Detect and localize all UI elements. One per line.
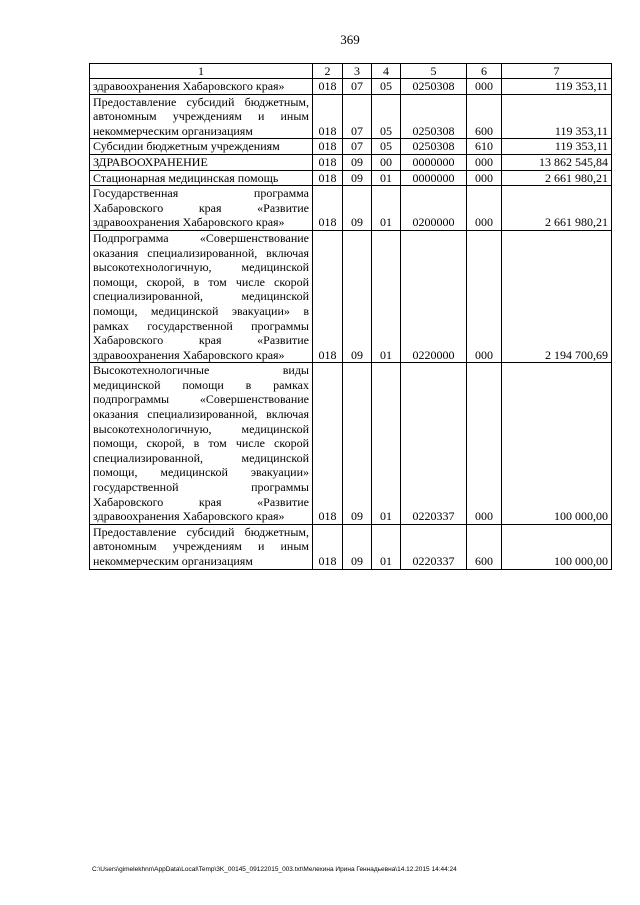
row-amount: 119 353,11 [502,139,612,155]
row-amount: 100 000,00 [502,363,612,525]
row-code-subsection: 00 [372,154,401,170]
header-col-7: 7 [502,64,612,79]
header-row [90,64,612,79]
row-code-section: 09 [343,154,372,170]
row-code-target: 0250308 [401,94,467,139]
row-code-target: 0200000 [401,186,467,231]
row-code-ministry: 018 [313,230,343,362]
row-code-subsection: 01 [372,363,401,525]
header-col-3: 3 [343,64,372,79]
row-code-target: 0220337 [401,363,467,525]
row-code-expense-type: 000 [467,170,502,186]
table-body [90,79,612,570]
row-name: ЗДРАВООХРАНЕНИЕ [90,154,313,170]
table-row [90,524,612,569]
row-name: Субсидии бюджетным учреждениям [90,139,313,155]
row-code-target: 0250308 [401,79,467,95]
row-code-expense-type: 000 [467,186,502,231]
row-code-ministry: 018 [313,79,343,95]
file-path-footer: C:\Users\gimelekhnn\AppData\Local\Temp\3K_00145_09122015_003.txt\Мелехина Ирина Геннадьевна\14.12.2015 14:44:24 [92,866,457,873]
header-col-2: 2 [313,64,343,79]
page-number: 369 [340,32,360,47]
row-name: Стационарная медицинская помощь [90,170,313,186]
row-code-section: 09 [343,524,372,569]
row-amount: 2 194 700,69 [502,230,612,362]
row-code-section: 09 [343,230,372,362]
row-code-expense-type: 000 [467,154,502,170]
row-code-expense-type: 610 [467,139,502,155]
row-code-ministry: 018 [313,363,343,525]
row-code-ministry: 018 [313,170,343,186]
row-code-target: 0000000 [401,170,467,186]
row-code-target: 0250308 [401,139,467,155]
table-row [90,230,612,362]
header-col-6: 6 [467,64,502,79]
row-code-subsection: 01 [372,170,401,186]
budget-table [89,63,612,570]
row-name: Подпрограмма «Совершенствование оказания специализированной, включая высокотехнологичную, медицинской помощи, скорой, в том числе скорой специализированной, медицинской помощи, медицинской эвакуации» в рамках государственной программы Хабаровского края «Развитие здравоохранения Хабаровского края» [90,230,313,362]
row-name: Предоставление субсидий бюджетным, автономным учреждениям и иным некоммерческим организациям [90,94,313,139]
header-col-5: 5 [401,64,467,79]
row-code-section: 07 [343,94,372,139]
table-row [90,363,612,525]
row-name: Высокотехнологичные виды медицинской помощи в рамках подпрограммы «Совершенствование оказания специализированной, включая высокотехнологичную, медицинской помощи, скорой, в том числе скорой специализированной, медицинской помощи, медицинской эвакуации» государственной программы Хабаровского края «Развитие здравоохранения Хабаровского края» [90,363,313,525]
row-code-section: 09 [343,363,372,525]
row-amount: 2 661 980,21 [502,186,612,231]
row-code-expense-type: 600 [467,94,502,139]
table-row [90,79,612,95]
row-code-subsection: 01 [372,186,401,231]
row-code-expense-type: 000 [467,230,502,362]
row-amount: 119 353,11 [502,79,612,95]
row-code-subsection: 01 [372,524,401,569]
row-amount: 100 000,00 [502,524,612,569]
table-row [90,186,612,231]
row-code-expense-type: 000 [467,363,502,525]
header-col-1: 1 [90,64,313,79]
row-code-subsection: 01 [372,230,401,362]
row-name: здравоохранения Хабаровского края» [90,79,313,95]
row-code-subsection: 05 [372,79,401,95]
row-code-subsection: 05 [372,139,401,155]
table-row [90,94,612,139]
row-code-ministry: 018 [313,139,343,155]
row-code-ministry: 018 [313,154,343,170]
row-name: Государственная программа Хабаровского края «Развитие здравоохранения Хабаровского края» [90,186,313,231]
row-code-ministry: 018 [313,186,343,231]
row-code-ministry: 018 [313,94,343,139]
row-amount: 2 661 980,21 [502,170,612,186]
row-code-section: 09 [343,170,372,186]
row-code-section: 09 [343,186,372,231]
row-code-subsection: 05 [372,94,401,139]
row-code-section: 07 [343,79,372,95]
row-code-target: 0220337 [401,524,467,569]
header-col-4: 4 [372,64,401,79]
table-row [90,139,612,155]
row-code-target: 0000000 [401,154,467,170]
table-row [90,154,612,170]
row-code-ministry: 018 [313,524,343,569]
row-code-expense-type: 600 [467,524,502,569]
row-code-target: 0220000 [401,230,467,362]
row-amount: 13 862 545,84 [502,154,612,170]
row-code-expense-type: 000 [467,79,502,95]
row-code-section: 07 [343,139,372,155]
row-name: Предоставление субсидий бюджетным, автономным учреждениям и иным некоммерческим организациям [90,524,313,569]
row-amount: 119 353,11 [502,94,612,139]
table-row [90,170,612,186]
